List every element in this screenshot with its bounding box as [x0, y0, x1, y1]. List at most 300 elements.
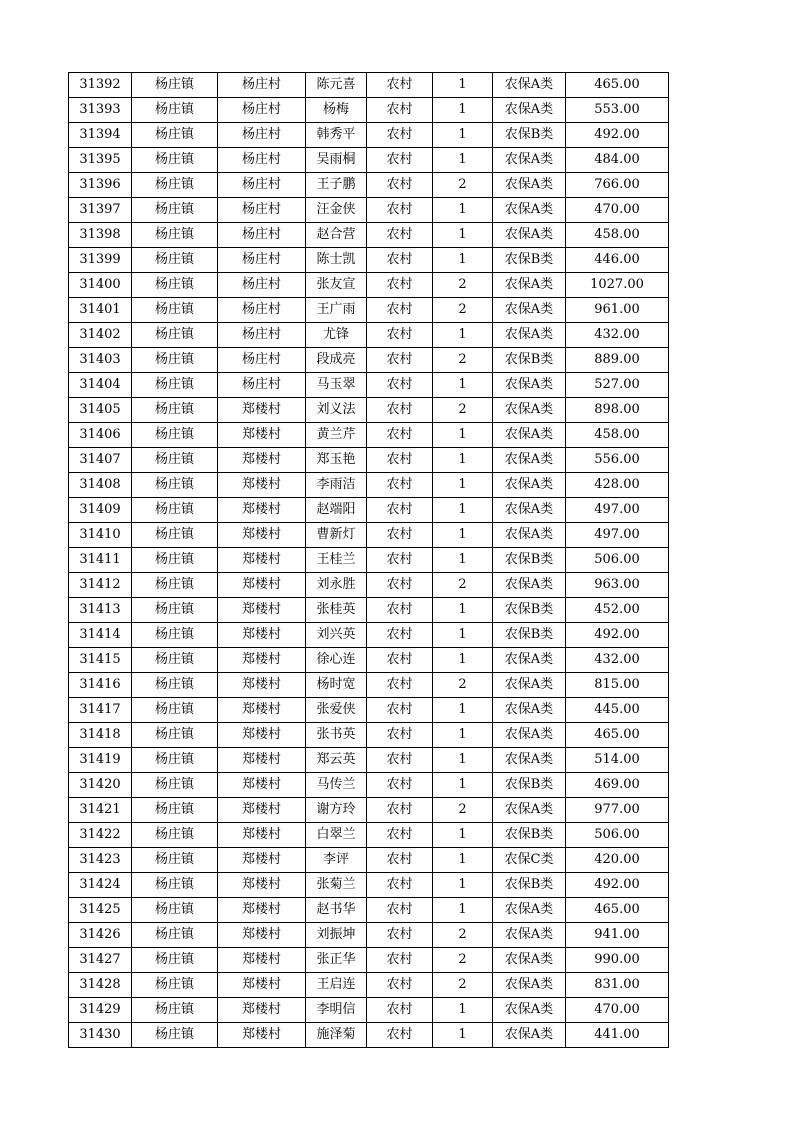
village-cell: 郑楼村 — [218, 823, 306, 848]
amount-cell: 420.00 — [566, 848, 669, 873]
member-count-cell: 2 — [433, 798, 493, 823]
amount-cell: 458.00 — [566, 423, 669, 448]
village-cell: 郑楼村 — [218, 523, 306, 548]
insurance-category-cell: 农保A类 — [493, 923, 566, 948]
table-row — [69, 998, 669, 1023]
amount-cell: 898.00 — [566, 398, 669, 423]
table-row — [69, 373, 669, 398]
town-cell: 杨庄镇 — [132, 548, 218, 573]
village-cell: 郑楼村 — [218, 898, 306, 923]
person-name-cell: 段成亮 — [306, 348, 367, 373]
person-name-cell: 王广雨 — [306, 298, 367, 323]
village-cell: 郑楼村 — [218, 848, 306, 873]
member-count-cell: 2 — [433, 398, 493, 423]
table-row — [69, 773, 669, 798]
member-count-cell: 1 — [433, 698, 493, 723]
household-type-cell: 农村 — [367, 123, 433, 148]
table-row — [69, 573, 669, 598]
record-id-cell: 31418 — [69, 723, 132, 748]
village-cell: 郑楼村 — [218, 473, 306, 498]
member-count-cell: 1 — [433, 848, 493, 873]
village-cell: 郑楼村 — [218, 748, 306, 773]
town-cell: 杨庄镇 — [132, 648, 218, 673]
town-cell: 杨庄镇 — [132, 898, 218, 923]
insurance-category-cell: 农保A类 — [493, 1023, 566, 1048]
amount-cell: 428.00 — [566, 473, 669, 498]
household-type-cell: 农村 — [367, 948, 433, 973]
household-type-cell: 农村 — [367, 623, 433, 648]
amount-cell: 527.00 — [566, 373, 669, 398]
insurance-category-cell: 农保B类 — [493, 773, 566, 798]
town-cell: 杨庄镇 — [132, 198, 218, 223]
town-cell: 杨庄镇 — [132, 598, 218, 623]
table-row — [69, 523, 669, 548]
town-cell: 杨庄镇 — [132, 673, 218, 698]
village-cell: 杨庄村 — [218, 348, 306, 373]
person-name-cell: 马玉翠 — [306, 373, 367, 398]
person-name-cell: 赵书华 — [306, 898, 367, 923]
insurance-category-cell: 农保B类 — [493, 548, 566, 573]
person-name-cell: 尤锋 — [306, 323, 367, 348]
person-name-cell: 张爱侠 — [306, 698, 367, 723]
household-type-cell: 农村 — [367, 548, 433, 573]
insurance-category-cell: 农保A类 — [493, 998, 566, 1023]
insurance-category-cell: 农保A类 — [493, 898, 566, 923]
amount-cell: 446.00 — [566, 248, 669, 273]
member-count-cell: 2 — [433, 173, 493, 198]
household-type-cell: 农村 — [367, 823, 433, 848]
town-cell: 杨庄镇 — [132, 73, 218, 98]
amount-cell: 497.00 — [566, 523, 669, 548]
member-count-cell: 1 — [433, 598, 493, 623]
insurance-category-cell: 农保A类 — [493, 298, 566, 323]
amount-cell: 432.00 — [566, 648, 669, 673]
member-count-cell: 1 — [433, 423, 493, 448]
table-row — [69, 673, 669, 698]
insurance-category-cell: 农保A类 — [493, 673, 566, 698]
insurance-category-cell: 农保A类 — [493, 223, 566, 248]
village-cell: 杨庄村 — [218, 298, 306, 323]
village-cell: 郑楼村 — [218, 423, 306, 448]
amount-cell: 465.00 — [566, 898, 669, 923]
table-row — [69, 448, 669, 473]
household-type-cell: 农村 — [367, 323, 433, 348]
town-cell: 杨庄镇 — [132, 173, 218, 198]
record-id-cell: 31399 — [69, 248, 132, 273]
household-type-cell: 农村 — [367, 498, 433, 523]
village-cell: 杨庄村 — [218, 273, 306, 298]
member-count-cell: 2 — [433, 348, 493, 373]
member-count-cell: 1 — [433, 623, 493, 648]
household-type-cell: 农村 — [367, 648, 433, 673]
member-count-cell: 1 — [433, 648, 493, 673]
village-cell: 杨庄村 — [218, 198, 306, 223]
member-count-cell: 1 — [433, 998, 493, 1023]
insurance-category-cell: 农保A类 — [493, 573, 566, 598]
person-name-cell: 王子鹏 — [306, 173, 367, 198]
town-cell: 杨庄镇 — [132, 973, 218, 998]
table-row — [69, 873, 669, 898]
household-type-cell: 农村 — [367, 748, 433, 773]
town-cell: 杨庄镇 — [132, 473, 218, 498]
household-type-cell: 农村 — [367, 598, 433, 623]
table-row — [69, 173, 669, 198]
record-id-cell: 31414 — [69, 623, 132, 648]
table-row — [69, 498, 669, 523]
amount-cell: 1027.00 — [566, 273, 669, 298]
record-id-cell: 31410 — [69, 523, 132, 548]
record-id-cell: 31395 — [69, 148, 132, 173]
person-name-cell: 陈士凯 — [306, 248, 367, 273]
town-cell: 杨庄镇 — [132, 123, 218, 148]
village-cell: 杨庄村 — [218, 173, 306, 198]
table-row — [69, 423, 669, 448]
village-cell: 杨庄村 — [218, 98, 306, 123]
insurance-category-cell: 农保B类 — [493, 123, 566, 148]
village-cell: 郑楼村 — [218, 948, 306, 973]
village-cell: 郑楼村 — [218, 873, 306, 898]
insurance-category-cell: 农保A类 — [493, 523, 566, 548]
amount-cell: 470.00 — [566, 198, 669, 223]
record-id-cell: 31428 — [69, 973, 132, 998]
village-cell: 郑楼村 — [218, 673, 306, 698]
amount-cell: 470.00 — [566, 998, 669, 1023]
record-id-cell: 31412 — [69, 573, 132, 598]
record-id-cell: 31417 — [69, 698, 132, 723]
person-name-cell: 马传兰 — [306, 773, 367, 798]
insurance-category-cell: 农保A类 — [493, 273, 566, 298]
town-cell: 杨庄镇 — [132, 723, 218, 748]
person-name-cell: 李雨洁 — [306, 473, 367, 498]
record-id-cell: 31403 — [69, 348, 132, 373]
amount-cell: 441.00 — [566, 1023, 669, 1048]
member-count-cell: 1 — [433, 873, 493, 898]
amount-cell: 506.00 — [566, 548, 669, 573]
amount-cell: 831.00 — [566, 973, 669, 998]
town-cell: 杨庄镇 — [132, 873, 218, 898]
record-id-cell: 31416 — [69, 673, 132, 698]
amount-cell: 465.00 — [566, 723, 669, 748]
insurance-category-cell: 农保B类 — [493, 248, 566, 273]
insurance-category-cell: 农保A类 — [493, 448, 566, 473]
person-name-cell: 王桂兰 — [306, 548, 367, 573]
table-row — [69, 298, 669, 323]
table-row — [69, 98, 669, 123]
town-cell: 杨庄镇 — [132, 223, 218, 248]
town-cell: 杨庄镇 — [132, 1023, 218, 1048]
insurance-category-cell: 农保A类 — [493, 973, 566, 998]
town-cell: 杨庄镇 — [132, 373, 218, 398]
person-name-cell: 王启连 — [306, 973, 367, 998]
person-name-cell: 张正华 — [306, 948, 367, 973]
person-name-cell: 赵合营 — [306, 223, 367, 248]
insurance-category-cell: 农保A类 — [493, 148, 566, 173]
amount-cell: 452.00 — [566, 598, 669, 623]
household-type-cell: 农村 — [367, 898, 433, 923]
town-cell: 杨庄镇 — [132, 698, 218, 723]
table-row — [69, 898, 669, 923]
household-type-cell: 农村 — [367, 673, 433, 698]
table-row — [69, 248, 669, 273]
village-cell: 郑楼村 — [218, 648, 306, 673]
insurance-category-cell: 农保A类 — [493, 398, 566, 423]
member-count-cell: 1 — [433, 248, 493, 273]
amount-cell: 766.00 — [566, 173, 669, 198]
amount-cell: 963.00 — [566, 573, 669, 598]
record-id-cell: 31406 — [69, 423, 132, 448]
member-count-cell: 1 — [433, 123, 493, 148]
amount-cell: 492.00 — [566, 623, 669, 648]
person-name-cell: 黄兰芹 — [306, 423, 367, 448]
table-row — [69, 823, 669, 848]
amount-cell: 556.00 — [566, 448, 669, 473]
village-cell: 郑楼村 — [218, 448, 306, 473]
person-name-cell: 曹新灯 — [306, 523, 367, 548]
table-row — [69, 948, 669, 973]
amount-cell: 506.00 — [566, 823, 669, 848]
amount-cell: 465.00 — [566, 73, 669, 98]
household-type-cell: 农村 — [367, 923, 433, 948]
table-row — [69, 148, 669, 173]
household-type-cell: 农村 — [367, 573, 433, 598]
member-count-cell: 1 — [433, 1023, 493, 1048]
village-cell: 杨庄村 — [218, 223, 306, 248]
amount-cell: 941.00 — [566, 923, 669, 948]
household-type-cell: 农村 — [367, 223, 433, 248]
record-id-cell: 31407 — [69, 448, 132, 473]
member-count-cell: 2 — [433, 273, 493, 298]
village-cell: 郑楼村 — [218, 598, 306, 623]
household-type-cell: 农村 — [367, 398, 433, 423]
town-cell: 杨庄镇 — [132, 823, 218, 848]
insurance-category-cell: 农保C类 — [493, 848, 566, 873]
record-id-cell: 31401 — [69, 298, 132, 323]
record-id-cell: 31426 — [69, 923, 132, 948]
member-count-cell: 1 — [433, 148, 493, 173]
member-count-cell: 2 — [433, 923, 493, 948]
table-row — [69, 273, 669, 298]
household-type-cell: 农村 — [367, 298, 433, 323]
member-count-cell: 1 — [433, 723, 493, 748]
household-type-cell: 农村 — [367, 723, 433, 748]
town-cell: 杨庄镇 — [132, 498, 218, 523]
person-name-cell: 刘兴英 — [306, 623, 367, 648]
insurance-category-cell: 农保B类 — [493, 598, 566, 623]
town-cell: 杨庄镇 — [132, 448, 218, 473]
person-name-cell: 杨时宽 — [306, 673, 367, 698]
insurance-category-cell: 农保A类 — [493, 323, 566, 348]
record-id-cell: 31393 — [69, 98, 132, 123]
town-cell: 杨庄镇 — [132, 398, 218, 423]
member-count-cell: 1 — [433, 323, 493, 348]
record-id-cell: 31422 — [69, 823, 132, 848]
member-count-cell: 1 — [433, 823, 493, 848]
household-type-cell: 农村 — [367, 173, 433, 198]
record-id-cell: 31408 — [69, 473, 132, 498]
person-name-cell: 李明信 — [306, 998, 367, 1023]
records-table — [68, 72, 669, 1048]
member-count-cell: 1 — [433, 373, 493, 398]
person-name-cell: 李评 — [306, 848, 367, 873]
person-name-cell: 张菊兰 — [306, 873, 367, 898]
record-id-cell: 31430 — [69, 1023, 132, 1048]
town-cell: 杨庄镇 — [132, 573, 218, 598]
member-count-cell: 1 — [433, 773, 493, 798]
member-count-cell: 1 — [433, 548, 493, 573]
household-type-cell: 农村 — [367, 848, 433, 873]
member-count-cell: 1 — [433, 898, 493, 923]
household-type-cell: 农村 — [367, 973, 433, 998]
insurance-category-cell: 农保A类 — [493, 73, 566, 98]
table-row — [69, 348, 669, 373]
amount-cell: 553.00 — [566, 98, 669, 123]
person-name-cell: 张友宣 — [306, 273, 367, 298]
record-id-cell: 31420 — [69, 773, 132, 798]
insurance-category-cell: 农保B类 — [493, 823, 566, 848]
town-cell: 杨庄镇 — [132, 773, 218, 798]
village-cell: 郑楼村 — [218, 973, 306, 998]
insurance-category-cell: 农保A类 — [493, 648, 566, 673]
insurance-category-cell: 农保A类 — [493, 698, 566, 723]
record-id-cell: 31419 — [69, 748, 132, 773]
insurance-category-cell: 农保A类 — [493, 498, 566, 523]
town-cell: 杨庄镇 — [132, 248, 218, 273]
insurance-category-cell: 农保A类 — [493, 98, 566, 123]
table-row — [69, 648, 669, 673]
table-row — [69, 548, 669, 573]
amount-cell: 469.00 — [566, 773, 669, 798]
insurance-category-cell: 农保B类 — [493, 348, 566, 373]
person-name-cell: 张桂英 — [306, 598, 367, 623]
household-type-cell: 农村 — [367, 248, 433, 273]
town-cell: 杨庄镇 — [132, 348, 218, 373]
member-count-cell: 1 — [433, 198, 493, 223]
person-name-cell: 刘义法 — [306, 398, 367, 423]
amount-cell: 445.00 — [566, 698, 669, 723]
household-type-cell: 农村 — [367, 1023, 433, 1048]
record-id-cell: 31398 — [69, 223, 132, 248]
record-id-cell: 31421 — [69, 798, 132, 823]
member-count-cell: 2 — [433, 573, 493, 598]
household-type-cell: 农村 — [367, 873, 433, 898]
amount-cell: 497.00 — [566, 498, 669, 523]
record-id-cell: 31392 — [69, 73, 132, 98]
table-row — [69, 923, 669, 948]
amount-cell: 514.00 — [566, 748, 669, 773]
table-row — [69, 598, 669, 623]
village-cell: 杨庄村 — [218, 248, 306, 273]
village-cell: 郑楼村 — [218, 723, 306, 748]
record-id-cell: 31413 — [69, 598, 132, 623]
table-row — [69, 748, 669, 773]
record-id-cell: 31394 — [69, 123, 132, 148]
household-type-cell: 农村 — [367, 698, 433, 723]
table-row — [69, 198, 669, 223]
village-cell: 郑楼村 — [218, 923, 306, 948]
record-id-cell: 31423 — [69, 848, 132, 873]
household-type-cell: 农村 — [367, 473, 433, 498]
person-name-cell: 汪金侠 — [306, 198, 367, 223]
village-cell: 郑楼村 — [218, 798, 306, 823]
member-count-cell: 1 — [433, 748, 493, 773]
member-count-cell: 2 — [433, 673, 493, 698]
person-name-cell: 施泽菊 — [306, 1023, 367, 1048]
table-row — [69, 73, 669, 98]
amount-cell: 815.00 — [566, 673, 669, 698]
record-id-cell: 31402 — [69, 323, 132, 348]
village-cell: 郑楼村 — [218, 773, 306, 798]
household-type-cell: 农村 — [367, 273, 433, 298]
village-cell: 杨庄村 — [218, 123, 306, 148]
member-count-cell: 1 — [433, 223, 493, 248]
town-cell: 杨庄镇 — [132, 148, 218, 173]
member-count-cell: 1 — [433, 98, 493, 123]
town-cell: 杨庄镇 — [132, 298, 218, 323]
village-cell: 杨庄村 — [218, 73, 306, 98]
village-cell: 郑楼村 — [218, 1023, 306, 1048]
household-type-cell: 农村 — [367, 198, 433, 223]
record-id-cell: 31404 — [69, 373, 132, 398]
insurance-category-cell: 农保A类 — [493, 748, 566, 773]
table-row — [69, 973, 669, 998]
village-cell: 郑楼村 — [218, 398, 306, 423]
household-type-cell: 农村 — [367, 148, 433, 173]
amount-cell: 484.00 — [566, 148, 669, 173]
person-name-cell: 郑云英 — [306, 748, 367, 773]
table-row — [69, 1023, 669, 1048]
town-cell: 杨庄镇 — [132, 748, 218, 773]
person-name-cell: 张书英 — [306, 723, 367, 748]
record-id-cell: 31409 — [69, 498, 132, 523]
town-cell: 杨庄镇 — [132, 948, 218, 973]
person-name-cell: 白翠兰 — [306, 823, 367, 848]
amount-cell: 889.00 — [566, 348, 669, 373]
village-cell: 杨庄村 — [218, 148, 306, 173]
person-name-cell: 谢方玲 — [306, 798, 367, 823]
person-name-cell: 郑玉艳 — [306, 448, 367, 473]
member-count-cell: 1 — [433, 473, 493, 498]
household-type-cell: 农村 — [367, 423, 433, 448]
member-count-cell: 1 — [433, 498, 493, 523]
table-row — [69, 848, 669, 873]
member-count-cell: 1 — [433, 448, 493, 473]
record-id-cell: 31427 — [69, 948, 132, 973]
town-cell: 杨庄镇 — [132, 523, 218, 548]
person-name-cell: 赵端阳 — [306, 498, 367, 523]
amount-cell: 492.00 — [566, 873, 669, 898]
table-row — [69, 398, 669, 423]
member-count-cell: 1 — [433, 73, 493, 98]
amount-cell: 961.00 — [566, 298, 669, 323]
household-type-cell: 农村 — [367, 773, 433, 798]
table-row — [69, 473, 669, 498]
village-cell: 郑楼村 — [218, 548, 306, 573]
record-id-cell: 31415 — [69, 648, 132, 673]
record-id-cell: 31396 — [69, 173, 132, 198]
town-cell: 杨庄镇 — [132, 423, 218, 448]
member-count-cell: 2 — [433, 973, 493, 998]
household-type-cell: 农村 — [367, 523, 433, 548]
table-row — [69, 323, 669, 348]
insurance-category-cell: 农保B类 — [493, 623, 566, 648]
town-cell: 杨庄镇 — [132, 323, 218, 348]
household-type-cell: 农村 — [367, 448, 433, 473]
amount-cell: 990.00 — [566, 948, 669, 973]
town-cell: 杨庄镇 — [132, 98, 218, 123]
household-type-cell: 农村 — [367, 373, 433, 398]
person-name-cell: 徐心连 — [306, 648, 367, 673]
town-cell: 杨庄镇 — [132, 998, 218, 1023]
